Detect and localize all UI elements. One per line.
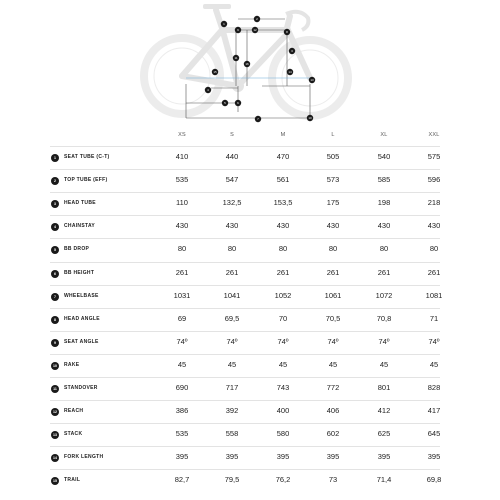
row-number-badge: 6 (51, 270, 59, 278)
row-label: TRAIL (64, 477, 81, 484)
diagram-marker-label: 14 (288, 70, 292, 75)
row-label: REACH (64, 408, 84, 415)
table-cell: 80 (379, 244, 389, 254)
diagram-marker-label: 16 (245, 62, 249, 67)
table-cell: 430 (276, 221, 290, 231)
table-cell: 74º (327, 336, 339, 346)
table-cell: 74º (226, 336, 238, 346)
table-cell: 70,8 (376, 313, 392, 323)
row-label: BB HEIGHT (64, 269, 95, 276)
size-header-xl: XL (380, 132, 388, 138)
row-label: RAKE (64, 361, 80, 368)
table-cell: 261 (276, 267, 290, 277)
table-row (50, 331, 440, 355)
table-cell: 505 (326, 152, 340, 161)
table-cell: 625 (377, 429, 391, 439)
table-cell: 76,2 (275, 475, 291, 485)
table-cell: 743 (276, 383, 290, 392)
diagram-marker-label: 15 (213, 70, 217, 75)
table-cell: 1061 (324, 290, 342, 300)
diagram-marker-label: 5 (224, 101, 226, 106)
table-cell: 392 (225, 406, 239, 416)
table-cell: 74º (176, 336, 188, 346)
table-cell: 406 (326, 406, 340, 416)
table-cell: 1031 (173, 290, 191, 300)
diagram-marker (307, 115, 313, 121)
table-row (50, 469, 440, 493)
table-cell: 110 (176, 198, 188, 208)
table-cell: 395 (427, 452, 441, 462)
table-cell: 69,8 (426, 475, 442, 485)
table-cell: 153,5 (273, 198, 293, 208)
table-cell: 261 (326, 267, 340, 277)
table-cell: 410 (175, 152, 189, 161)
diagram-marker-label: 4 (207, 88, 209, 93)
diagram-marker-label: 7 (257, 117, 259, 122)
diagram-marker (252, 27, 258, 33)
row-label: HEAD ANGLE (64, 315, 100, 322)
table-cell: 80 (227, 244, 237, 254)
table-row (50, 238, 440, 262)
table-row (50, 192, 440, 216)
table-row (50, 146, 440, 170)
table-cell: 585 (377, 175, 391, 185)
table-cell: 79,5 (224, 475, 240, 485)
table-cell: 261 (427, 267, 441, 277)
table-cell: 73 (328, 475, 338, 485)
table-row (50, 308, 440, 332)
diagram-marker (233, 55, 239, 61)
diagram-marker (212, 69, 218, 75)
table-cell: 400 (276, 406, 290, 416)
table-cell: 430 (175, 221, 189, 231)
table-cell: 412 (377, 406, 391, 416)
row-number-badge: 2 (51, 177, 59, 185)
table-cell: 395 (276, 452, 290, 462)
table-cell: 690 (175, 383, 189, 392)
diagram-marker-label: 11 (234, 56, 238, 61)
table-cell: 80 (177, 244, 187, 254)
table-cell: 70 (278, 313, 288, 323)
table-cell: 575 (427, 152, 441, 161)
table-cell: 261 (377, 267, 391, 277)
row-label: BB DROP (64, 246, 90, 253)
table-cell: 69 (177, 313, 187, 323)
table-cell: 175 (326, 198, 340, 208)
table-cell: 71 (429, 313, 439, 323)
table-row (50, 285, 443, 309)
table-cell: 430 (377, 221, 391, 231)
table-cell: 430 (427, 221, 441, 231)
table-cell: 1081 (425, 290, 443, 300)
size-header-xxl: XXL (428, 132, 440, 138)
table-row (50, 354, 440, 378)
diagram-marker (235, 27, 241, 33)
table-cell: 45 (177, 359, 187, 369)
diagram-marker (221, 21, 227, 27)
diagram-marker (205, 87, 211, 93)
table-cell: 80 (278, 244, 288, 254)
table-cell: 801 (377, 383, 391, 392)
diagram-marker-label: 10 (308, 116, 312, 121)
table-row (50, 446, 440, 470)
diagram-marker (284, 29, 290, 35)
table-row (50, 169, 440, 193)
diagram-marker-label: 3 (291, 49, 293, 54)
table-cell: 1072 (375, 290, 393, 300)
diagram-marker-label: 8 (286, 30, 288, 35)
row-number-badge: 5 (51, 246, 59, 254)
row-number-badge: 14 (51, 454, 59, 462)
row-label: STACK (64, 431, 83, 438)
diagram-marker-label: 9 (237, 28, 239, 33)
table-cell: 45 (278, 359, 288, 369)
table-cell: 540 (377, 152, 391, 161)
row-number-badge: 10 (51, 362, 59, 370)
table-cell: 82,7 (174, 475, 190, 485)
table-cell: 261 (225, 267, 239, 277)
row-number-badge: 9 (51, 339, 59, 347)
table-cell: 80 (429, 244, 439, 254)
row-label: SEAT TUBE (C-T) (64, 154, 110, 160)
table-cell: 386 (175, 406, 189, 416)
table-cell: 430 (326, 221, 340, 231)
table-row (50, 215, 440, 239)
row-label: HEAD TUBE (64, 200, 96, 207)
table-cell: 470 (276, 152, 290, 161)
row-number-badge: 3 (51, 200, 59, 208)
row-number-badge: 13 (51, 431, 59, 439)
table-cell: 828 (427, 383, 441, 392)
table-cell: 561 (276, 175, 290, 185)
row-label: WHEELBASE (64, 292, 99, 299)
diagram-marker (222, 100, 228, 106)
row-number-badge: 7 (51, 293, 59, 301)
diagram-marker (255, 116, 261, 122)
diagram-marker-label: 2 (256, 17, 258, 22)
diagram-marker-label: 6 (237, 101, 239, 106)
row-label: TOP TUBE (EFF) (64, 177, 108, 184)
bike-geometry-diagram (0, 0, 500, 128)
table-cell: 1041 (223, 290, 241, 300)
size-header-m: M (280, 132, 286, 138)
table-cell: 440 (225, 152, 239, 161)
table-cell: 772 (326, 383, 340, 392)
diagram-marker (309, 77, 315, 83)
table-cell: 74º (277, 336, 289, 346)
table-cell: 69,5 (224, 313, 240, 323)
table-cell: 45 (227, 359, 237, 369)
table-cell: 132,5 (222, 198, 242, 208)
row-number-badge: 15 (51, 477, 59, 485)
table-cell: 80 (328, 244, 338, 254)
table-cell: 395 (326, 452, 340, 462)
size-header-s: S (230, 132, 234, 138)
table-row (50, 423, 440, 447)
diagram-marker (254, 16, 260, 22)
row-label: SEAT ANGLE (64, 338, 99, 345)
table-cell: 45 (328, 359, 338, 369)
table-cell: 74º (378, 336, 390, 346)
table-cell: 71,4 (376, 475, 392, 485)
diagram-marker (287, 69, 293, 75)
diagram-marker (235, 100, 241, 106)
table-cell: 417 (427, 406, 441, 416)
row-number-badge: 4 (51, 223, 59, 231)
row-number-badge: 12 (51, 408, 59, 416)
table-cell: 645 (427, 429, 441, 439)
table-cell: 395 (225, 452, 239, 462)
table-cell: 218 (427, 198, 441, 208)
table-cell: 70,5 (325, 313, 341, 323)
table-row (50, 377, 440, 401)
table-cell: 430 (225, 221, 239, 231)
diagram-marker (244, 61, 250, 67)
row-number-badge: 8 (51, 316, 59, 324)
row-number-badge: 11 (51, 385, 59, 393)
table-cell: 573 (326, 175, 340, 185)
table-cell: 74º (428, 336, 440, 346)
table-cell: 580 (276, 429, 290, 439)
table-cell: 45 (379, 359, 389, 369)
row-label: CHAINSTAY (64, 223, 96, 230)
size-header-l: L (331, 132, 335, 138)
table-cell: 535 (175, 175, 189, 185)
table-cell: 198 (377, 198, 391, 208)
row-number-badge: 1 (51, 154, 59, 162)
table-cell: 535 (175, 429, 189, 439)
table-cell: 602 (326, 429, 340, 439)
table-cell: 395 (377, 452, 391, 462)
size-header-xs: XS (178, 132, 186, 138)
table-cell: 547 (225, 175, 239, 185)
diagram-marker (289, 48, 295, 54)
table-cell: 45 (429, 359, 439, 369)
table-row (50, 400, 440, 424)
table-cell: 261 (175, 267, 189, 277)
table-cell: 717 (225, 383, 239, 392)
table-header (0, 128, 500, 146)
table-cell: 1052 (274, 290, 292, 300)
diagram-marker-label: 1 (223, 22, 225, 27)
table-cell: 395 (175, 452, 189, 462)
row-label: STANDOVER (64, 385, 98, 391)
table-row (50, 262, 440, 286)
table-cell: 558 (225, 429, 239, 439)
table-cell: 596 (427, 175, 441, 185)
row-label: FORK LENGTH (64, 454, 104, 461)
diagram-marker-label: 13 (310, 78, 314, 83)
diagram-marker-label: 12 (253, 28, 257, 33)
